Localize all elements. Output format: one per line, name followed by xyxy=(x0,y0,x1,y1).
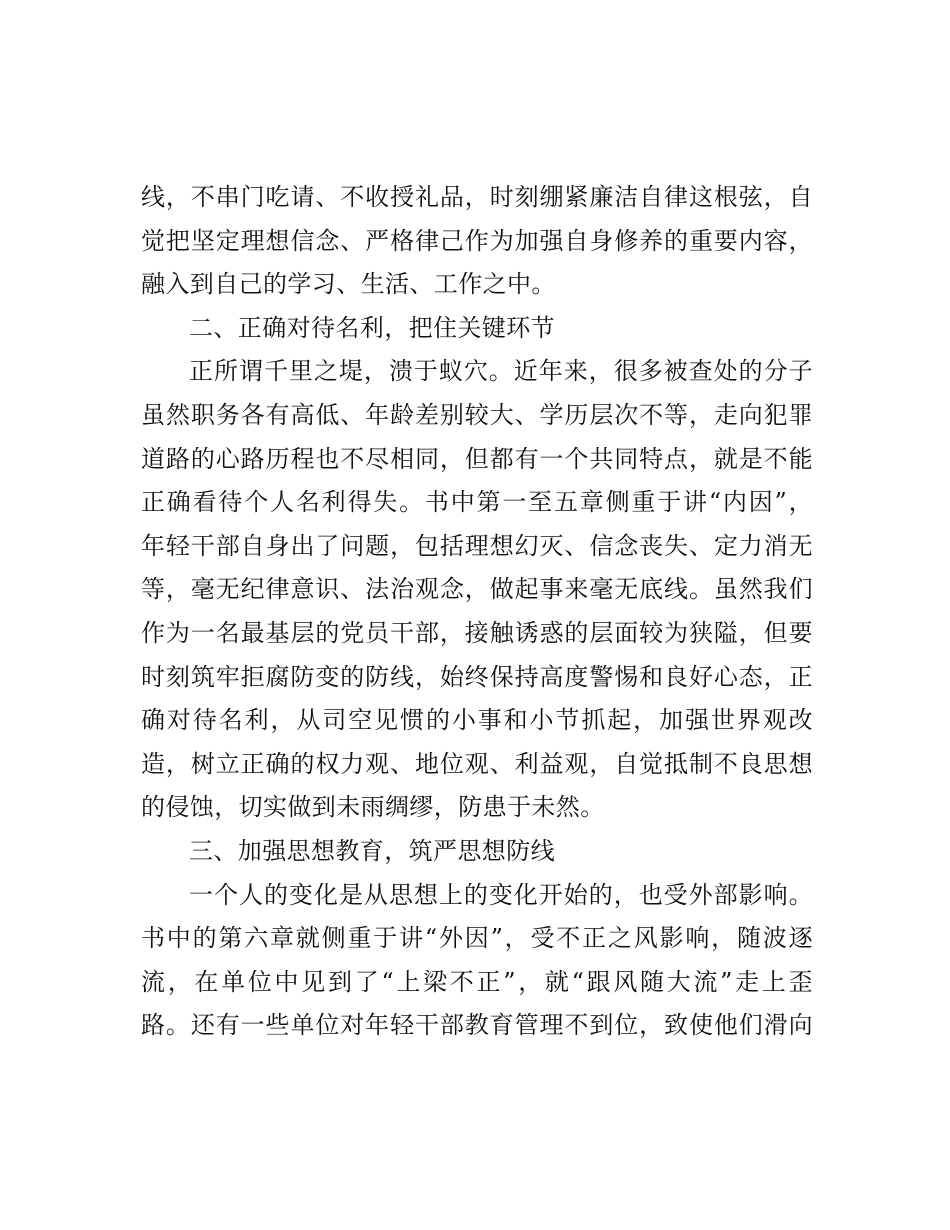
text-line: 一个人的变化是从思想上的变化开始的，也受外部影响。 xyxy=(189,880,813,909)
section-heading-3 xyxy=(141,830,813,874)
text-line: 书中的第六章就侧重于讲“外因”，受不正之风影响，随波逐 xyxy=(141,924,813,953)
text-line: 确对待名利，从司空见惯的小事和小节抓起，加强世界观改 xyxy=(141,706,813,735)
text-line: 造，树立正确的权力观、地位观、利益观，自觉抵制不良思想 xyxy=(141,749,813,778)
text-line: 路。还有一些单位对年轻干部教育管理不到位，致使他们滑向 xyxy=(141,1011,813,1040)
text-line: 的侵蚀，切实做到未雨绸缪，防患于未然。 xyxy=(141,793,605,822)
paragraph-section-2 xyxy=(141,350,813,830)
section-heading-2 xyxy=(141,307,813,351)
heading-text: 三、加强思想教育，筑严思想防线 xyxy=(189,836,555,865)
text-line: 流，在单位中见到了“上梁不正”，就“跟风随大流”走上歪 xyxy=(141,967,813,996)
text-line: 时刻筑牢拒腐防变的防线，始终保持高度警惕和良好心态，正 xyxy=(141,662,813,691)
text-line: 正确看待个人名利得失。书中第一至五章侧重于讲“内因”， xyxy=(141,488,813,517)
text-line: 线，不串门吃请、不收授礼品，时刻绷紧廉洁自律这根弦，自 xyxy=(141,183,813,211)
text-line: 正所谓千里之堤，溃于蚁穴。近年来，很多被查处的分子 xyxy=(189,357,813,386)
text-line: 觉把坚定理想信念、严格律己作为加强自身修养的重要内容， xyxy=(141,226,813,255)
text-line: 作为一名最基层的党员干部，接触诱惑的层面较为狭隘，但要 xyxy=(141,618,813,647)
heading-text: 二、正确对待名利，把住关键环节 xyxy=(189,313,555,342)
paragraph-continuation xyxy=(141,176,813,307)
text-line: 道路的心路历程也不尽相同，但都有一个共同特点，就是不能 xyxy=(141,444,813,473)
text-line: 虽然职务各有高低、年龄差别较大、学历层次不等，走向犯罪 xyxy=(141,400,813,429)
document-body xyxy=(141,176,813,1048)
paragraph-section-3 xyxy=(141,874,813,1048)
text-line: 年轻干部自身出了问题，包括理想幻灭、信念丧失、定力消无 xyxy=(141,531,813,560)
text-line: 等，毫无纪律意识、法治观念，做起事来毫无底线。虽然我们 xyxy=(141,575,813,604)
text-line: 融入到自己的学习、生活、工作之中。 xyxy=(141,270,556,299)
